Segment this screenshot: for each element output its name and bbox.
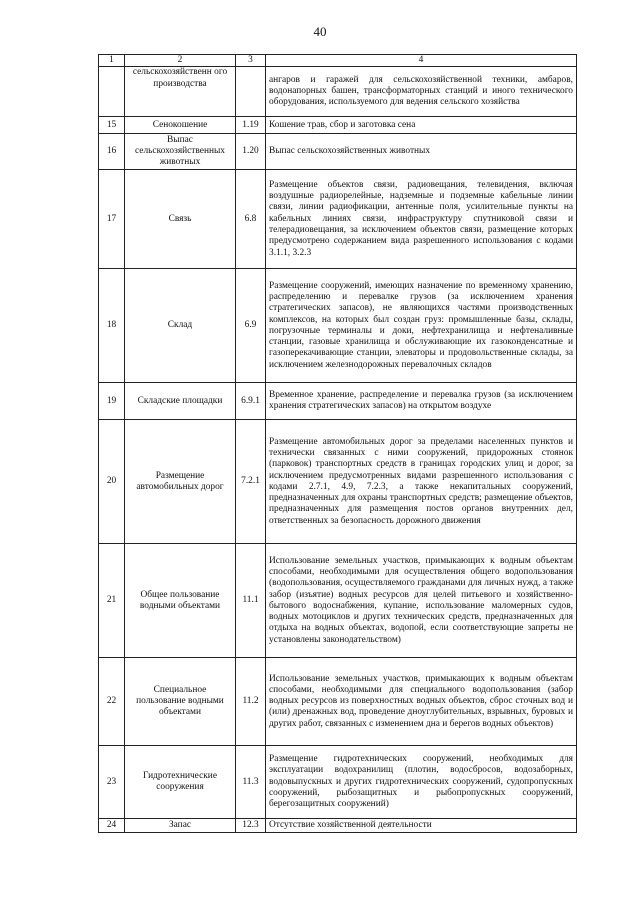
use-type-description: Использование земельных участков, примыкающих к водным объектам способами, необходимыми для осуществления общего водопользования (водопользования, осуществляемого гражданами для личных нужд, а также забор (изъятие) водных ресурсов для целей питьевого и хозяйственно-бытового водоснабжения, купание, использование маломерных судов, водных мотоциклов и других технических средств, предназначенных для отдыха на водных объектах, водопой, если соответствующие запреты не установлены законодательством) (266, 544, 577, 658)
use-type-code: 6.9 (236, 269, 266, 383)
table-row (99, 67, 577, 117)
use-type-description: Размещение автомобильных дорог за пределами населенных пунктов и технически связанных с ними сооружений, придорожных стоянок (парковок) транспортных средств в границах городских улиц и дорог, за исключением предусмотренных видами разрешенного использования с кодами 2.7.1, 4.9, 7.2.3, а также некапитальных сооружений, предназначенных для охраны транспортных средств; размещение объектов, предназначенных для размещения постов органов внутренних дел, ответственных за безопасность дорожного движения (266, 420, 577, 544)
table-row (99, 383, 577, 420)
use-type-code: 6.9.1 (236, 383, 266, 420)
use-type-description: ангаров и гаражей для сельскохозяйственной техники, амбаров, водонапорных башен, трансформаторных станций и иного технического оборудования, используемого для ведения сельского хозяйства (266, 67, 577, 117)
use-type-name: Размещение автомобильных дорог (125, 420, 236, 544)
use-type-description: Использование земельных участков, примыкающих к водным объектам способами, необходимыми для специального водопользования (забор водных ресурсов из поверхностных водных объектов, сброс сточных вод и (или) дренажных вод, проведение дноуглубительных, взрывных, буровых и других работ, связанных с изменением дна и берегов водных объектов) (266, 658, 577, 746)
use-type-description: Размещение гидротехнических сооружений, необходимых для эксплуатации водохранилищ (плотин, водосбросов, водозаборных, водовыпускных и других гидротехнических сооружений, судопропускных сооружений, рыбозащитных и рыбопропускных сооружений, берегозащитных сооружений) (266, 746, 577, 819)
row-number: 21 (99, 544, 125, 658)
use-type-name: Общее пользование водными объектами (125, 544, 236, 658)
table-row (99, 170, 577, 269)
row-number: 16 (99, 134, 125, 170)
use-type-code: 6.8 (236, 170, 266, 269)
column-header: 2 (125, 55, 236, 67)
use-type-description: Выпас сельскохозяйственных животных (266, 134, 577, 170)
table-row (99, 819, 577, 833)
table-row (99, 269, 577, 383)
use-type-description: Размещение объектов связи, радиовещания, телевидения, включая воздушные радиорелейные, надземные и подземные кабельные линии связи, линии радиофикации, антенные поля, усилительные пункты на кабельных линиях связи, инфраструктуру спутниковой связи и телерадиовещания, за исключением объектов связи, размещение которых предусмотрено содержанием вида разрешенного использования с кодами 3.1.1, 3.2.3 (266, 170, 577, 269)
table-row (99, 420, 577, 544)
table-header-row (99, 55, 577, 67)
row-number: 23 (99, 746, 125, 819)
land-use-table (98, 54, 577, 833)
use-type-name: сельскохозяйственн ого производства (125, 67, 236, 117)
column-header: 3 (236, 55, 266, 67)
use-type-name: Запас (125, 819, 236, 833)
use-type-description: Кошение трав, сбор и заготовка сена (266, 117, 577, 134)
use-type-code: 7.2.1 (236, 420, 266, 544)
table-row (99, 117, 577, 134)
use-type-name: Специальное пользование водными объектами (125, 658, 236, 746)
use-type-code: 11.3 (236, 746, 266, 819)
use-type-description: Временное хранение, распределение и перевалка грузов (за исключением хранения стратегических запасов) на открытом воздухе (266, 383, 577, 420)
use-type-description: Отсутствие хозяйственной деятельности (266, 819, 577, 833)
use-type-code (236, 67, 266, 117)
use-type-code: 1.19 (236, 117, 266, 134)
row-number: 18 (99, 269, 125, 383)
column-header: 1 (99, 55, 125, 67)
use-type-name: Склад (125, 269, 236, 383)
row-number: 19 (99, 383, 125, 420)
table-row (99, 658, 577, 746)
use-type-name: Складские площадки (125, 383, 236, 420)
row-number: 22 (99, 658, 125, 746)
row-number: 20 (99, 420, 125, 544)
use-type-code: 11.1 (236, 544, 266, 658)
use-type-description: Размещение сооружений, имеющих назначение по временному хранению, распределению и перевалке грузов (за исключением хранения стратегических запасов), не являющихся частями производственных комплексов, на которых был создан груз: промышленные базы, склады, погрузочные терминалы и доки, нефтехранилища и нефтеналивные станции, газовые хранилища и обслуживающие их газоконденсатные и газоперекачивающие станции, элеваторы и продовольственные склады, за исключением железнодорожных перевалочных складов (266, 269, 577, 383)
use-type-name: Сенокошение (125, 117, 236, 134)
row-number: 15 (99, 117, 125, 134)
page-number: 40 (313, 24, 327, 39)
use-type-code: 12.3 (236, 819, 266, 833)
use-type-code: 11.2 (236, 658, 266, 746)
row-number: 17 (99, 170, 125, 269)
column-header: 4 (266, 55, 577, 67)
table-row (99, 746, 577, 819)
use-type-name: Гидротехнические сооружения (125, 746, 236, 819)
row-number: 24 (99, 819, 125, 833)
row-number (99, 67, 125, 117)
use-type-code: 1.20 (236, 134, 266, 170)
use-type-name: Связь (125, 170, 236, 269)
table-row (99, 544, 577, 658)
use-type-name: Выпас сельскохозяйственных животных (125, 134, 236, 170)
table-row (99, 134, 577, 170)
